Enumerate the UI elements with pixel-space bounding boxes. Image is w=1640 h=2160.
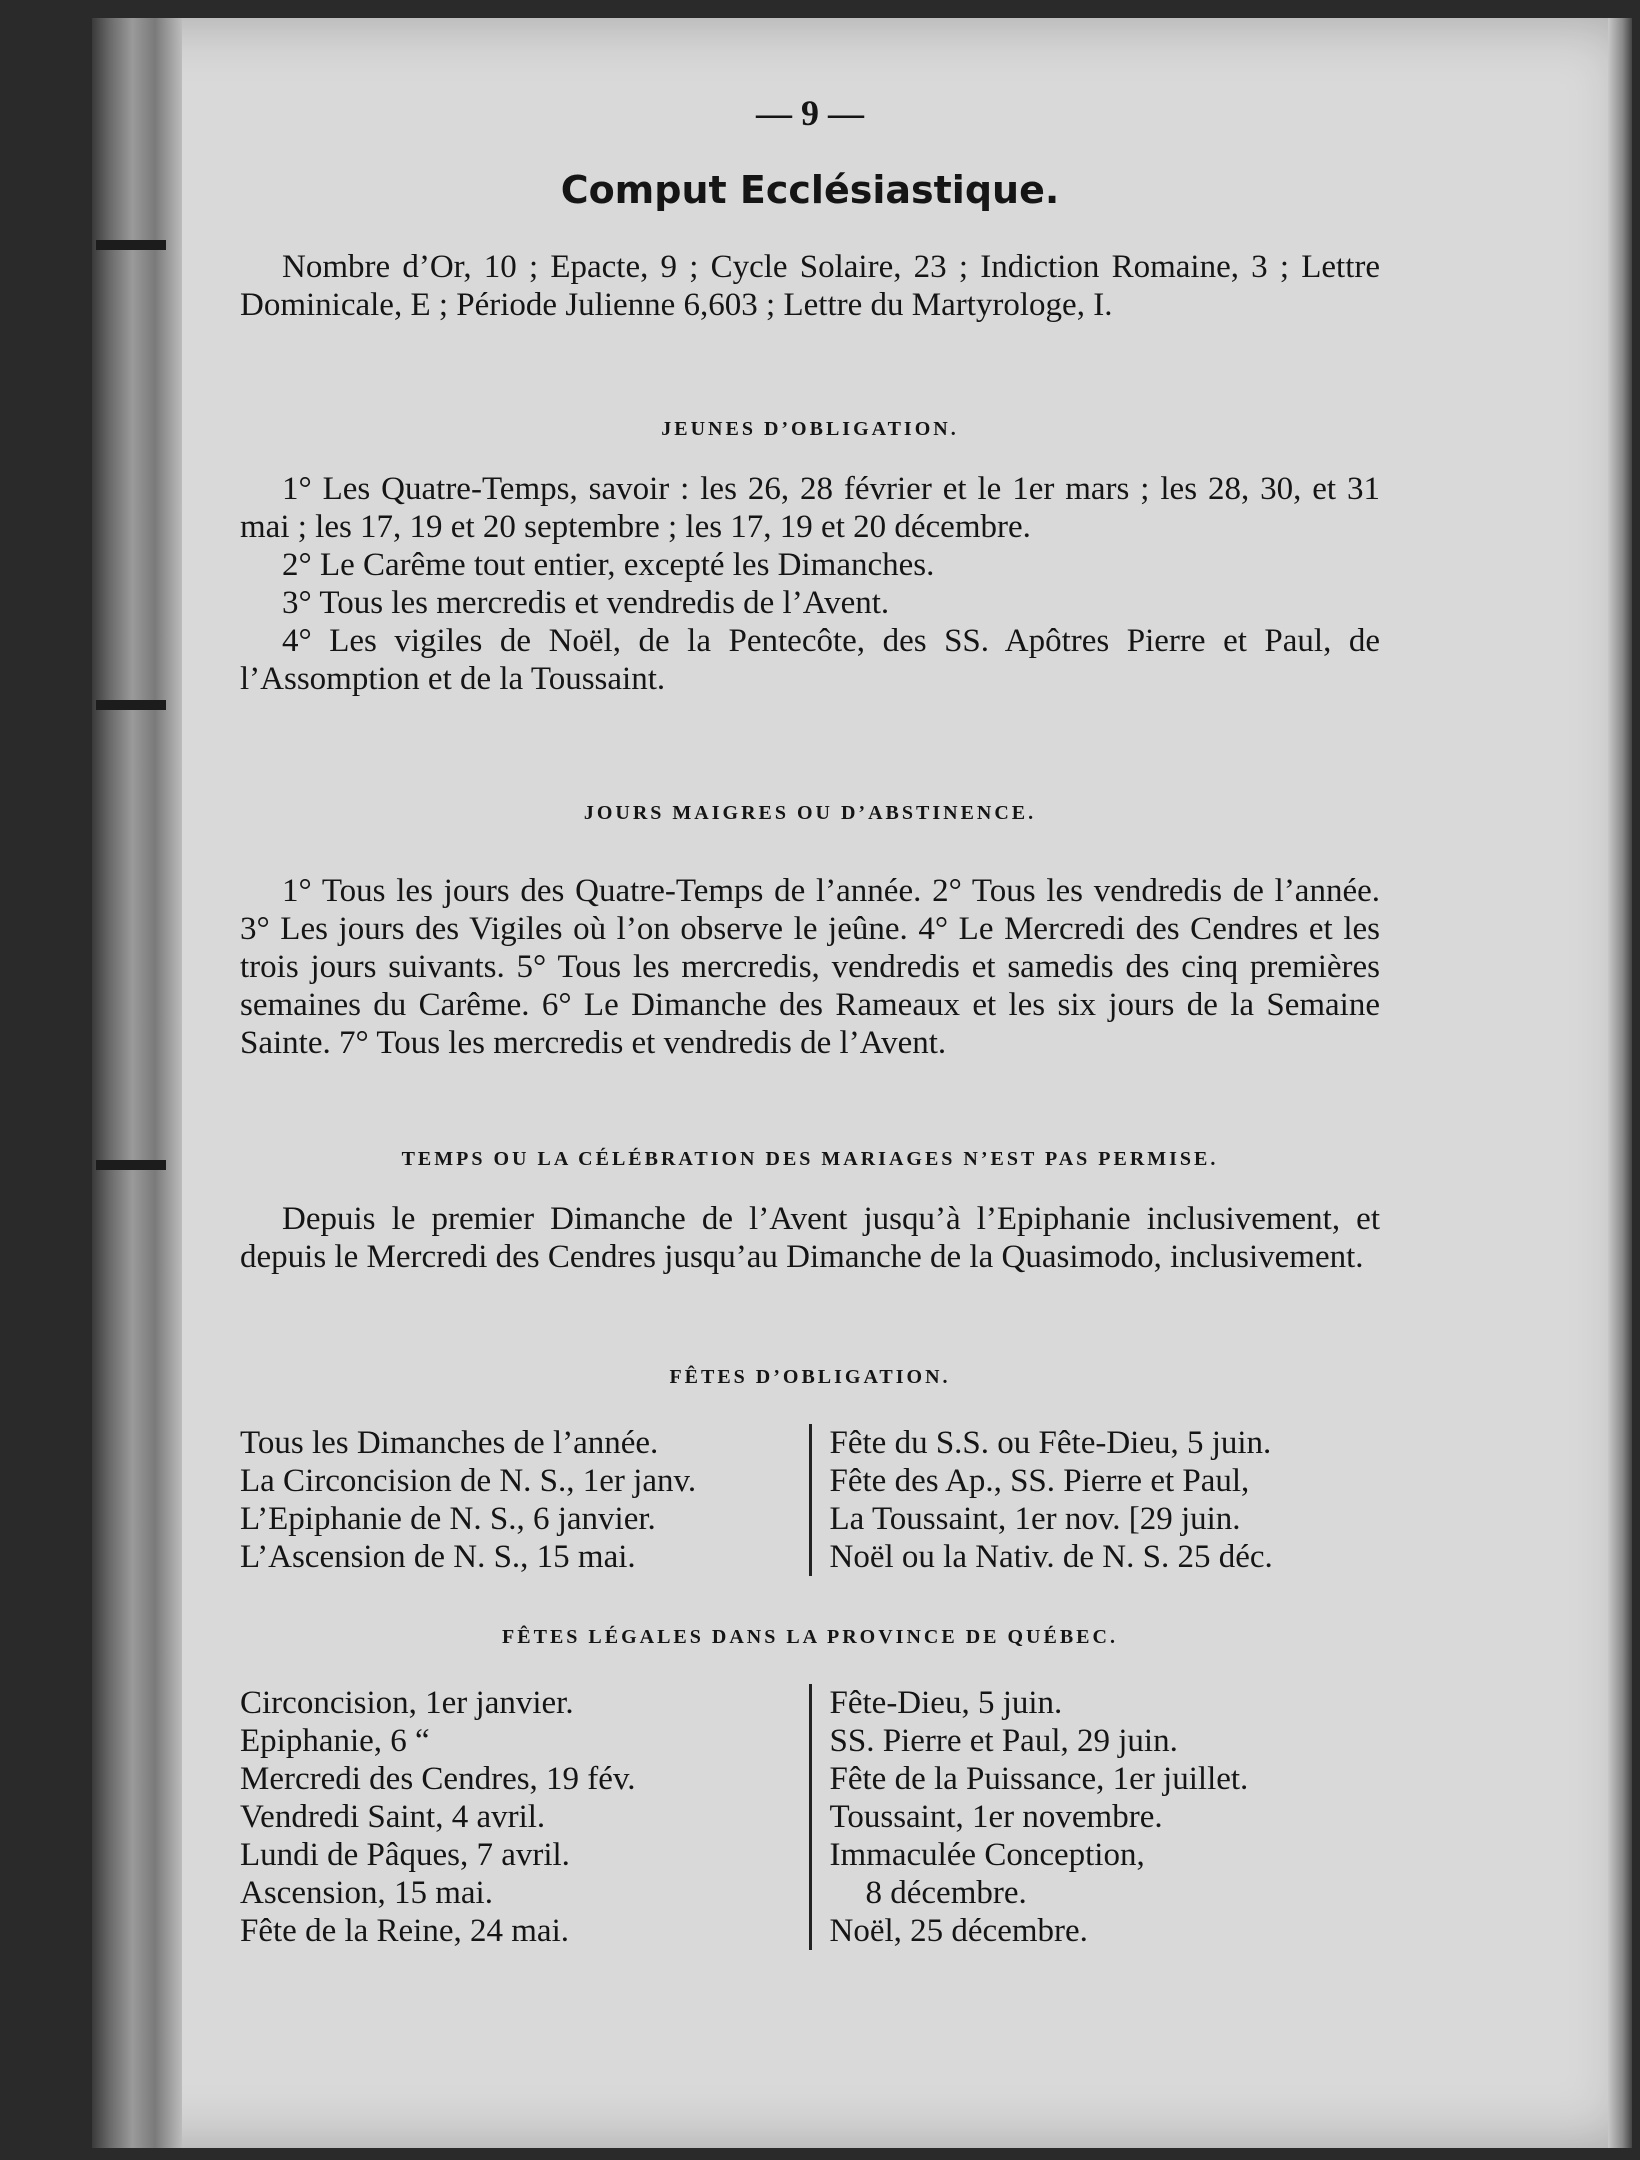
- fetes-legales-heading: FÊTES LÉGALES DANS LA PROVINCE DE QUÉBEC.: [502, 1626, 1118, 1648]
- fete-legale-item: Epiphanie, 6 “: [240, 1723, 430, 1759]
- fetes-legales-left: [240, 1684, 812, 1950]
- jeunes-item: 1° Les Quatre-Temps, savoir : les 26, 28 février et le 1er mars ; les 28, 30, et 31 mai ; les 17, 19 et 20 septembre ; les 17, 19 et 20 décembre.: [240, 471, 1380, 545]
- jeunes-heading: JEUNES D’OBLIGATION.: [661, 418, 959, 440]
- fete-legale-item: Noël, 25 décembre.: [829, 1913, 1088, 1949]
- fete-legale-item: Circoncision, 1er janvier.: [240, 1685, 574, 1721]
- fetes-legales-columns: [240, 1684, 1380, 1950]
- jeunes-item: 2° Le Carême tout entier, excepté les Dimanches.: [282, 547, 935, 583]
- jeunes-item: 4° Les vigiles de Noël, de la Pentecôte, des SS. Apôtres Pierre et Paul, de l’Assomption et de la Toussaint.: [240, 623, 1380, 697]
- binding-stitch: [96, 1160, 166, 1170]
- fete-legale-item: Fête de la Puissance, 1er juillet.: [829, 1761, 1249, 1797]
- fete-legale-item: Ascension, 15 mai.: [240, 1875, 493, 1911]
- fete-legale-item: Toussaint, 1er novembre.: [829, 1799, 1163, 1835]
- fetes-legales-right: [812, 1684, 1381, 1950]
- fete-item: Fête des Ap., SS. Pierre et Paul,: [829, 1463, 1250, 1499]
- fete-item: La Toussaint, 1er nov. [29 juin.: [829, 1501, 1241, 1537]
- fete-item: Noël ou la Nativ. de N. S. 25 déc.: [829, 1539, 1273, 1575]
- mariages-heading: TEMPS OU LA CÉLÉBRATION DES MARIAGES N’EST PAS PERMISE.: [401, 1148, 1219, 1170]
- fete-legale-item: 8 décembre.: [865, 1875, 1027, 1911]
- page-number: — 9 —: [756, 93, 864, 133]
- jeunes-list: [240, 470, 1380, 698]
- book-binding: [92, 18, 182, 2148]
- fetes-obligation-heading: FÊTES D’OBLIGATION.: [669, 1366, 951, 1388]
- mariages-paragraph: Depuis le premier Dimanche de l’Avent jusqu’à l’Epiphanie inclusivement, et depuis le Mercredi des Cendres jusqu’au Dimanche de la Quasimodo, inclusivement.: [240, 1201, 1380, 1275]
- fete-item: L’Epiphanie de N. S., 6 janvier.: [240, 1501, 656, 1537]
- fete-item: L’Ascension de N. S., 15 mai.: [240, 1539, 636, 1575]
- fete-item: Tous les Dimanches de l’année.: [240, 1425, 659, 1461]
- jeunes-item: 3° Tous les mercredis et vendredis de l’Avent.: [282, 585, 890, 621]
- fetes-obligation-right: [812, 1424, 1381, 1576]
- binding-stitch: [96, 240, 166, 250]
- fete-legale-item: Lundi de Pâques, 7 avril.: [240, 1837, 570, 1873]
- binding-stitch: [96, 700, 166, 710]
- comput-paragraph: Nombre d’Or, 10 ; Epacte, 9 ; Cycle Solaire, 23 ; Indiction Romaine, 3 ; Lettre Dominicale, E ; Période Julienne 6,603 ; Lettre du Martyrologe, I.: [240, 249, 1380, 323]
- fete-item: La Circoncision de N. S., 1er janv.: [240, 1463, 697, 1499]
- page-edge: [1608, 18, 1632, 2148]
- fete-item: Fête du S.S. ou Fête-Dieu, 5 juin.: [829, 1425, 1272, 1461]
- fete-legale-item: Fête de la Reine, 24 mai.: [240, 1913, 569, 1949]
- fete-legale-item: SS. Pierre et Paul, 29 juin.: [829, 1723, 1178, 1759]
- jours-maigres-heading: JOURS MAIGRES OU D’ABSTINENCE.: [583, 802, 1037, 824]
- fete-legale-item: Fête-Dieu, 5 juin.: [829, 1685, 1063, 1721]
- jours-maigres-paragraph: 1° Tous les jours des Quatre-Temps de l’année. 2° Tous les vendredis de l’année. 3° Les jours des Vigiles où l’on observe le jeûne. 4° Le Mercredi des Cendres et les trois jours suivants. 5° Tous les mercredis, vendredis et samedis des cinq premières semaines du Carême. 6° Le Dimanche des Rameaux et les six jours de la Semaine Sainte. 7° Tous les mercredis et vendredis de l’Avent.: [240, 873, 1380, 1061]
- fetes-obligation-columns: [240, 1424, 1380, 1576]
- fete-legale-item: Vendredi Saint, 4 avril.: [240, 1799, 546, 1835]
- fetes-obligation-left: [240, 1424, 812, 1576]
- fete-legale-item: Mercredi des Cendres, 19 fév.: [240, 1761, 636, 1797]
- fete-legale-item: Immaculée Conception,: [829, 1837, 1145, 1873]
- page-title: Comput Ecclésiastique.: [560, 168, 1060, 212]
